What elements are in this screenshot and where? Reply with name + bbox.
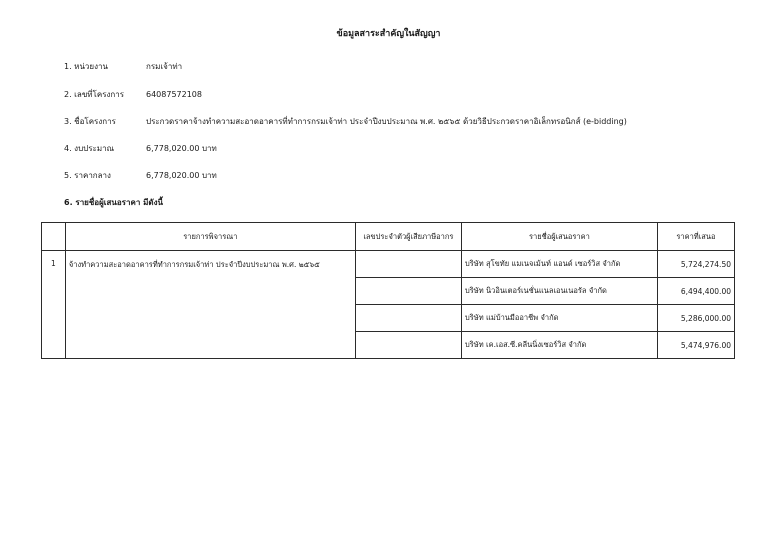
field-value: 6,778,020.00 บาท bbox=[146, 171, 217, 180]
bidder-tax-id bbox=[355, 278, 461, 305]
field-label: 1. หน่วยงาน bbox=[64, 62, 108, 71]
header-no bbox=[42, 223, 66, 251]
header-tax-id: เลขประจำตัวผู้เสียภาษีอากร bbox=[355, 223, 461, 251]
header-item: รายการพิจารณา bbox=[65, 223, 355, 251]
bidder-price: 5,286,000.00 bbox=[657, 305, 734, 332]
row-number: 1 bbox=[42, 251, 66, 359]
bidder-table bbox=[41, 222, 735, 359]
field-value: ประกวดราคาจ้างทำความสะอาดอาคารที่ทำการกรมเจ้าท่า ประจำปีงบประมาณ พ.ศ. ๒๕๖๕ ด้วยวิธีประกวดราคาอิเล็กทรอนิกส์ (e-bidding) bbox=[146, 117, 627, 126]
bidder-tax-id bbox=[355, 332, 461, 359]
field-project-name bbox=[64, 115, 627, 128]
field-label: 4. งบประมาณ bbox=[64, 144, 115, 153]
bidder-list-heading: 6. รายชื่อผู้เสนอราคา มีดังนี้ bbox=[64, 198, 163, 207]
table-header-row bbox=[42, 223, 735, 251]
header-price: ราคาที่เสนอ bbox=[657, 223, 734, 251]
table-row bbox=[42, 251, 735, 278]
bidder-name: บริษัท แม่บ้านมืออาชีพ จำกัด bbox=[461, 305, 657, 332]
field-budget bbox=[64, 142, 217, 155]
field-value: กรมเจ้าท่า bbox=[146, 62, 183, 71]
bidder-tax-id bbox=[355, 305, 461, 332]
bidder-name: บริษัท สุโขทัย แมเนจเม้นท์ แอนด์ เซอร์วิส จำกัด bbox=[461, 251, 657, 278]
document-title: ข้อมูลสาระสำคัญในสัญญา bbox=[336, 29, 441, 39]
bidder-price: 5,724,274.50 bbox=[657, 251, 734, 278]
field-label: 5. ราคากลาง bbox=[64, 171, 111, 180]
field-project-number bbox=[64, 88, 202, 101]
bidder-name: บริษัท เค.เอส.ซี.คลีนนิ่งเซอร์วิส จำกัด bbox=[461, 332, 657, 359]
row-item: จ้างทำความสะอาดอาคารที่ทำการกรมเจ้าท่า ประจำปีงบประมาณ พ.ศ. ๒๕๖๕ bbox=[65, 251, 355, 359]
field-agency bbox=[64, 60, 182, 73]
field-label: 2. เลขที่โครงการ bbox=[64, 90, 125, 99]
field-median-price bbox=[64, 169, 217, 182]
field-label: 3. ชื่อโครงการ bbox=[64, 117, 116, 126]
bidder-name: บริษัท นิวอินเตอร์เนชั่นแนลเอนเนอรัล จำกัด bbox=[461, 278, 657, 305]
bidder-price: 5,474,976.00 bbox=[657, 332, 734, 359]
field-value: 64087572108 bbox=[146, 90, 202, 99]
bidder-price: 6,494,400.00 bbox=[657, 278, 734, 305]
bidder-tax-id bbox=[355, 251, 461, 278]
header-bidder: รายชื่อผู้เสนอราคา bbox=[461, 223, 657, 251]
field-value: 6,778,020.00 บาท bbox=[146, 144, 217, 153]
